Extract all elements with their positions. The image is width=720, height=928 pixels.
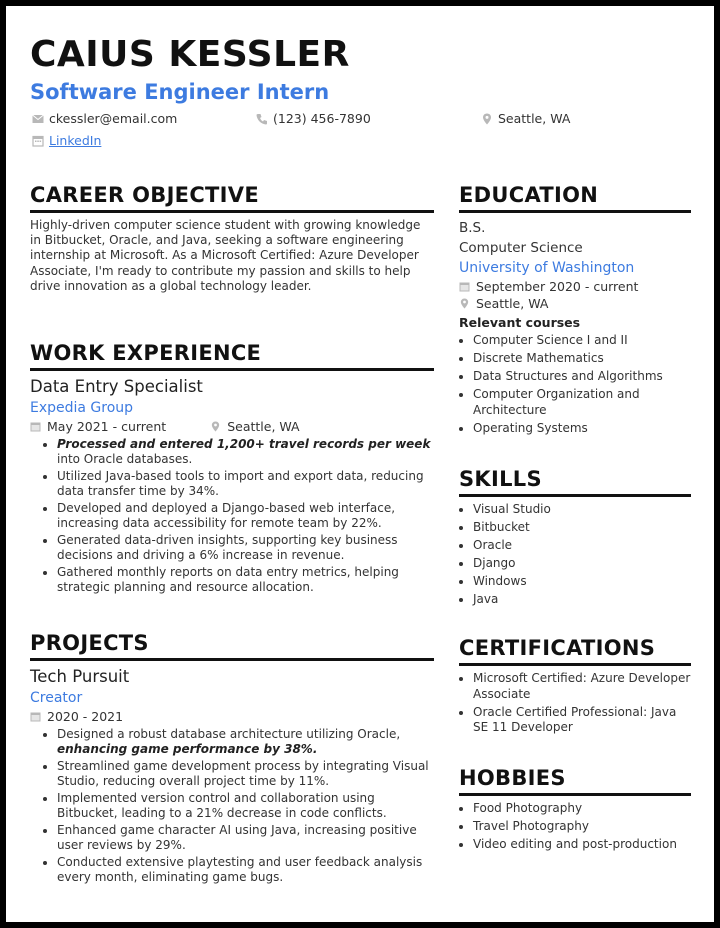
list-item: • Food Photography: [473, 801, 691, 817]
contact-email[interactable]: [32, 111, 177, 126]
education-location-row: [459, 295, 691, 312]
projects-section: [30, 630, 434, 887]
education-location: Seattle, WA: [476, 296, 549, 311]
list-item: • Windows: [473, 574, 691, 590]
hobbies-section: [459, 765, 691, 855]
list-item: • Streamlined game development process by integrating Visual Studio, reducing overall project time by 11%.: [57, 759, 434, 789]
list-item: • Operating Systems: [473, 421, 691, 437]
project-meta: [30, 708, 434, 725]
list-item: • Bitbucket: [473, 520, 691, 536]
project-name: Tech Pursuit: [30, 667, 130, 686]
project-dates: 2020 - 2021: [47, 709, 124, 724]
section-divider: [30, 658, 434, 661]
education-section: [459, 182, 691, 439]
projects-heading: PROJECTS: [30, 631, 149, 655]
calendar-icon: [459, 281, 470, 292]
list-item: • Video editing and post-production: [473, 837, 691, 853]
job-dates: May 2021 - current: [47, 419, 167, 434]
contact-phone[interactable]: [256, 111, 371, 126]
list-item: • Travel Photography: [473, 819, 691, 835]
candidate-name: CAIUS KESSLER: [30, 34, 350, 75]
courses-list: [459, 333, 691, 436]
email-text: ckessler@email.com: [49, 111, 178, 126]
list-item: • Developed and deployed a Django-based web interface, increasing data accessibility for remote team by 22%.: [57, 501, 434, 531]
linkedin-link[interactable]: LinkedIn: [49, 133, 102, 148]
degree: B.S.: [459, 220, 486, 236]
list-item: • Enhanced game character AI using Java, increasing positive user reviews by 29%.: [57, 823, 434, 853]
courses-label: Relevant courses: [459, 315, 581, 330]
list-item: • Conducted extensive playtesting and user feedback analysis every month, eliminating game bugs.: [57, 855, 434, 885]
linkedin-icon: [32, 135, 44, 147]
list-item: • Designed a robust database architecture utilizing Oracle, enhancing game performance by 38%.: [57, 727, 434, 757]
hobbies-heading: HOBBIES: [459, 766, 566, 790]
list-item: • Data Structures and Algorithms: [473, 369, 691, 385]
candidate-role: Software Engineer Intern: [30, 80, 330, 104]
skills-section: [459, 466, 691, 611]
list-item: • Oracle Certified Professional: Java SE 11 Developer: [473, 705, 691, 736]
list-item: • Implemented version control and collaboration using Bitbucket, leading to a 21% decrease in code conflicts.: [57, 791, 434, 821]
education-heading: EDUCATION: [459, 183, 599, 207]
list-item: • Microsoft Certified: Azure Developer Associate: [473, 671, 691, 702]
list-item: • Utilized Java-based tools to import and export data, reducing data transfer time by 34%.: [57, 469, 434, 499]
resume-page: [6, 6, 714, 922]
education-dates: September 2020 - current: [476, 279, 639, 294]
phone-icon: [256, 113, 268, 125]
list-item: • Django: [473, 556, 691, 572]
list-item: • Computer Science I and II: [473, 333, 691, 349]
list-item: • Processed and entered 1,200+ travel records per week into Oracle databases.: [57, 437, 434, 467]
objective-text: Highly-driven computer science student with growing knowledge in Bitbucket, Oracle, and Java, seeking a software engineering internship at Microsoft. As a Microsoft Certified: Azure Developer Associate, I'm ready to contribute my passion and skills to help drive innovation as a global technology leader.: [30, 218, 421, 293]
list-item: • Computer Organization and Architecture: [473, 387, 691, 418]
certifications-list: [459, 671, 691, 736]
section-divider: [459, 210, 691, 213]
skills-list: [459, 502, 691, 608]
list-item: • Discrete Mathematics: [473, 351, 691, 367]
major: Computer Science: [459, 240, 583, 256]
location-text: Seattle, WA: [498, 111, 571, 126]
contact-linkedin[interactable]: [32, 133, 101, 148]
certifications-heading: CERTIFICATIONS: [459, 636, 656, 660]
section-divider: [459, 663, 691, 666]
list-item: • Gathered monthly reports on data entry metrics, helping strategic planning and resource allocation.: [57, 565, 434, 595]
project-bullets: [30, 727, 434, 885]
company-name: Expedia Group: [30, 400, 134, 416]
education-dates-row: [459, 278, 691, 295]
career-objective-heading: CAREER OBJECTIVE: [30, 183, 259, 207]
section-divider: [30, 368, 434, 371]
job-meta: [30, 418, 434, 435]
school-name: University of Washington: [459, 260, 635, 276]
career-objective-section: [30, 182, 434, 294]
list-item: • Oracle: [473, 538, 691, 554]
contact-location: [481, 111, 570, 126]
list-item: • Visual Studio: [473, 502, 691, 518]
list-item: • Generated data-driven insights, supporting key business decisions and driving a 6% increase in revenue.: [57, 533, 434, 563]
skills-heading: SKILLS: [459, 467, 542, 491]
hobbies-list: [459, 801, 691, 853]
map-pin-icon: [210, 421, 221, 432]
envelope-icon: [32, 113, 44, 125]
work-bullets: [30, 437, 434, 595]
section-divider: [459, 793, 691, 796]
list-item: • Java: [473, 592, 691, 608]
certifications-section: [459, 635, 691, 738]
map-pin-icon: [459, 298, 470, 309]
section-divider: [459, 494, 691, 497]
work-experience-heading: WORK EXPERIENCE: [30, 341, 262, 365]
map-pin-icon: [481, 113, 493, 125]
work-experience-section: [30, 340, 434, 597]
job-location: Seattle, WA: [227, 419, 300, 434]
project-role: Creator: [30, 690, 83, 706]
job-title: Data Entry Specialist: [30, 377, 203, 396]
calendar-icon: [30, 711, 41, 722]
calendar-icon: [30, 421, 41, 432]
phone-text: (123) 456-7890: [273, 111, 371, 126]
section-divider: [30, 210, 434, 213]
